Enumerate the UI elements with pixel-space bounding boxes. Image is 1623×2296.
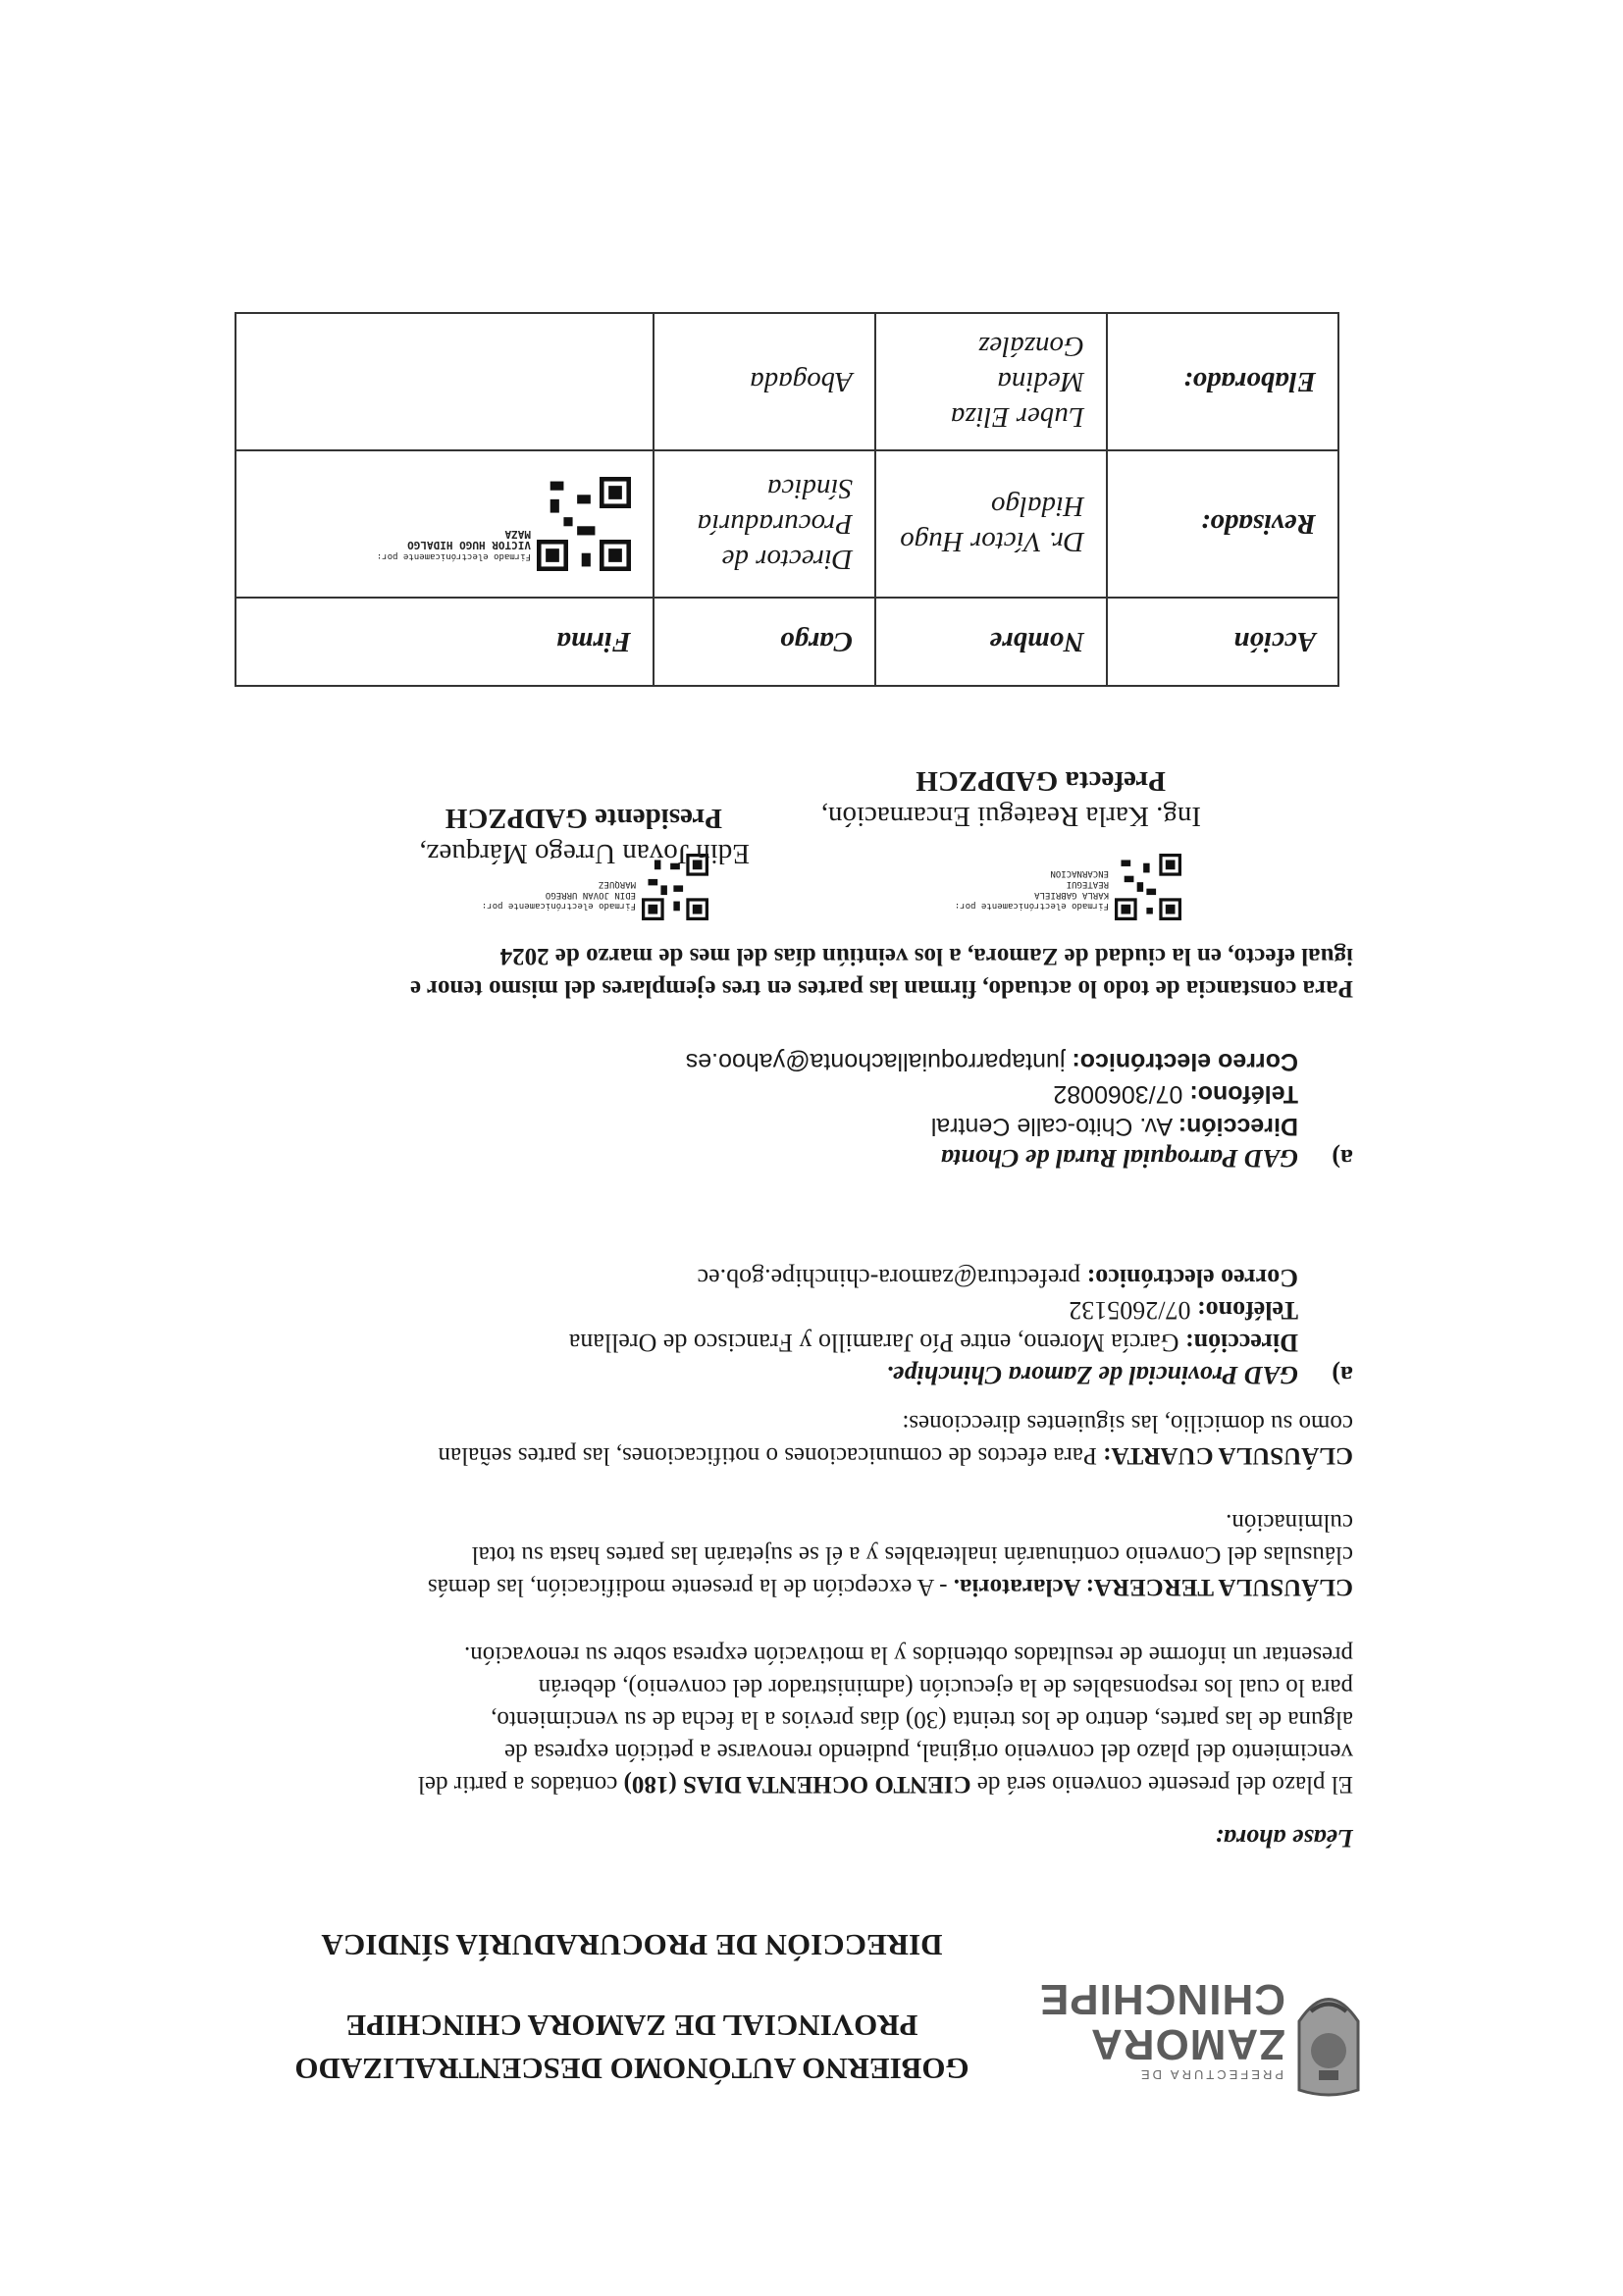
address-item	[686, 1045, 1353, 1174]
logo-small-text: PREFECTURA DE	[1137, 2067, 1283, 2082]
title-line-2: PROVINCIAL DE ZAMORA CHINCHIPE	[345, 2009, 918, 2043]
cuarta-line-2: como su domicilio, las siguientes direcciones:	[902, 1410, 1353, 1436]
qr-code-icon	[1115, 854, 1181, 920]
telefono-value: 07/3060082	[1053, 1080, 1190, 1108]
address-lines	[569, 1262, 1298, 1391]
qr-caption-line: ENCARNACION	[1050, 868, 1109, 878]
header-accion: Acción	[1107, 598, 1338, 686]
coat-of-arms-icon	[1289, 1972, 1368, 2100]
header-nombre: Nombre	[875, 598, 1107, 686]
header-firma: Firma	[236, 598, 654, 686]
clausula-tercera	[274, 1506, 1353, 1603]
address-entity: GAD Parroquial Rural de Chonta	[940, 1144, 1298, 1173]
plazo-text: El plazo del presente convenio será de	[970, 1771, 1353, 1798]
tercera-label: CLÁUSULA TERCERA: Aclaratoria.	[953, 1574, 1353, 1600]
qr-caption-line: Firmado electrónicamente por:	[376, 551, 531, 561]
prefectura-logo	[1038, 1904, 1368, 2100]
plazo-text: contados a partir del	[417, 1771, 624, 1798]
department-title: DIRECCIÓN DE PROCURADURÍA SÍNDICA	[321, 1928, 943, 1962]
signatory-name: Edin Jovan Urrego Márquez,	[419, 838, 750, 869]
address-direccion	[569, 1327, 1298, 1359]
correo-value: juntaparroquiallachonta@yahoo.es	[685, 1048, 1073, 1075]
address-item	[569, 1262, 1353, 1391]
qr-caption-line: MARQUEZ	[599, 879, 636, 889]
address-parroquial	[686, 1045, 1353, 1174]
signatory-2	[419, 801, 750, 871]
cuarta-line-1	[274, 1439, 1353, 1472]
cuarta-label: CLÁUSULA CUARTA:	[1103, 1442, 1353, 1469]
address-entity: GAD Provincial de Zamora Chinchipe.	[886, 1361, 1298, 1389]
title-line-1: GOBIERNO AUTÓNOMO DESCENTRALIZADO	[294, 2052, 969, 2086]
closing-line-2: igual efecto, en la ciudad de Zamora, a los veintiún días del mes de marzo de 2024	[499, 943, 1353, 969]
direccion-label: Dirección:	[1184, 1329, 1298, 1357]
qr-caption-line: Firmado electrónicamente por:	[954, 901, 1109, 911]
direccion-value: García Moreno, entre Pío Jaramillo y Francisco de Orellana	[568, 1329, 1185, 1357]
telefono-value: 07/2605132	[1069, 1296, 1197, 1325]
qr-caption-line: REATEGUI	[1066, 879, 1109, 889]
table-header-row	[236, 598, 1338, 686]
signatory-1	[821, 763, 1201, 834]
plazo-duration: CIENTO OCHENTA DIAS (180)	[623, 1771, 971, 1798]
qr-caption-line: Firmado electrónicamente por:	[481, 901, 636, 911]
cell-accion: Elaborado:	[1107, 313, 1338, 450]
cell-cargo	[654, 313, 875, 450]
cargo-line: Procuraduría	[697, 508, 853, 540]
direccion-label: Dirección:	[1178, 1113, 1298, 1140]
table-row	[236, 313, 1338, 450]
correo-label: Correo electrónico:	[1086, 1264, 1298, 1292]
address-direccion	[686, 1110, 1298, 1142]
cargo-line: Síndica	[767, 473, 853, 504]
tercera-line-1	[274, 1571, 1353, 1603]
nombre-line: Hidalgo	[990, 491, 1084, 522]
tercera-line-2: cláusulas del Convenio continuarán inalterables y a él se sujetarán las partes hasta su total	[471, 1541, 1353, 1568]
qr-signature-caption	[955, 867, 1109, 911]
qr-signature-caption	[482, 878, 636, 911]
correo-value: prefectura@zamora-chinchipe.gob.ec	[697, 1264, 1087, 1292]
cargo-line: Abogada	[750, 366, 853, 397]
cell-firma	[236, 450, 654, 598]
firma-block	[258, 477, 631, 571]
tercera-line-3: culminación.	[1226, 1509, 1353, 1536]
logo-line-1: ZAMORA	[1089, 2020, 1285, 2068]
qr-caption-line: VICTOR HUGO HIDALGO	[407, 539, 531, 551]
cuarta-text: Para efectos de comunicaciones o notificaciones, las partes señalan	[438, 1442, 1104, 1469]
address-correo	[569, 1262, 1298, 1294]
cell-nombre	[875, 313, 1107, 450]
cell-cargo	[654, 450, 875, 598]
plazo-line-2: vencimiento del plazo del convenio original, pudiendo renovarse a petición expresa de	[504, 1739, 1353, 1765]
qr-signature-caption	[377, 529, 531, 561]
plazo-line-1	[274, 1768, 1353, 1800]
clausula-cuarta	[274, 1407, 1353, 1472]
read-now-heading: Léase ahora:	[1215, 1824, 1353, 1852]
signatory-title: Presidente GADPZCH	[445, 803, 722, 834]
closing-paragraph	[274, 940, 1353, 1005]
qr-code-icon	[537, 477, 631, 571]
nombre-line: Luber Eliza Medina	[950, 366, 1084, 433]
telefono-label: Teléfono:	[1196, 1296, 1298, 1325]
table-row	[236, 450, 1338, 598]
address-telefono	[569, 1294, 1298, 1327]
qr-caption-line: KARLA GABRIELA	[1034, 890, 1109, 900]
correo-label: Correo electrónico:	[1072, 1048, 1298, 1075]
cargo-line: Director de	[721, 544, 853, 575]
organization-title	[190, 1923, 1073, 2090]
qr-caption-line: EDIN JOVAN URREGO	[545, 890, 636, 900]
address-telefono	[686, 1077, 1298, 1110]
telefono-label: Teléfono:	[1189, 1080, 1298, 1108]
nombre-line: Dr. Víctor Hugo	[900, 526, 1084, 557]
address-correo	[686, 1045, 1298, 1077]
tercera-text: - A excepción de la presente modificación, las demás	[427, 1574, 954, 1600]
cell-accion: Revisado:	[1107, 450, 1338, 598]
plazo-line-3: alguna de las partes, dentro de los treinta (30) días previos a la fecha de su vencimiento,	[491, 1706, 1353, 1733]
cell-firma-empty	[236, 313, 654, 450]
logo-line-2: CHINCHIPE	[1038, 1975, 1285, 2023]
address-lines	[686, 1045, 1298, 1174]
address-letter: a)	[1332, 1361, 1353, 1389]
signatory-name: Ing. Karla Reategui Encarnación,	[820, 801, 1201, 832]
header-cargo: Cargo	[654, 598, 875, 686]
address-provincial	[569, 1262, 1353, 1391]
plazo-paragraph	[274, 1639, 1353, 1800]
signatory-title: Prefecta GADPZCH	[916, 765, 1166, 797]
qr-caption-line: MAZA	[504, 528, 531, 541]
review-table	[235, 312, 1339, 687]
closing-line-1: Para constancia de todo lo actuado, firman las partes en tres ejemplares del mismo tenor e	[410, 975, 1353, 1002]
address-letter: a)	[1332, 1144, 1353, 1173]
cell-nombre	[875, 450, 1107, 598]
direccion-value: Av. Chito-calle Central	[930, 1113, 1178, 1140]
plazo-line-5: presentar un informe de resultados obtenidos y la motivación expresa sobre su renovación.	[464, 1642, 1353, 1668]
plazo-line-4: para lo cual los responsables de la ejecución (administrador del convenio), deberán	[538, 1674, 1353, 1700]
nombre-line: González	[978, 331, 1084, 362]
